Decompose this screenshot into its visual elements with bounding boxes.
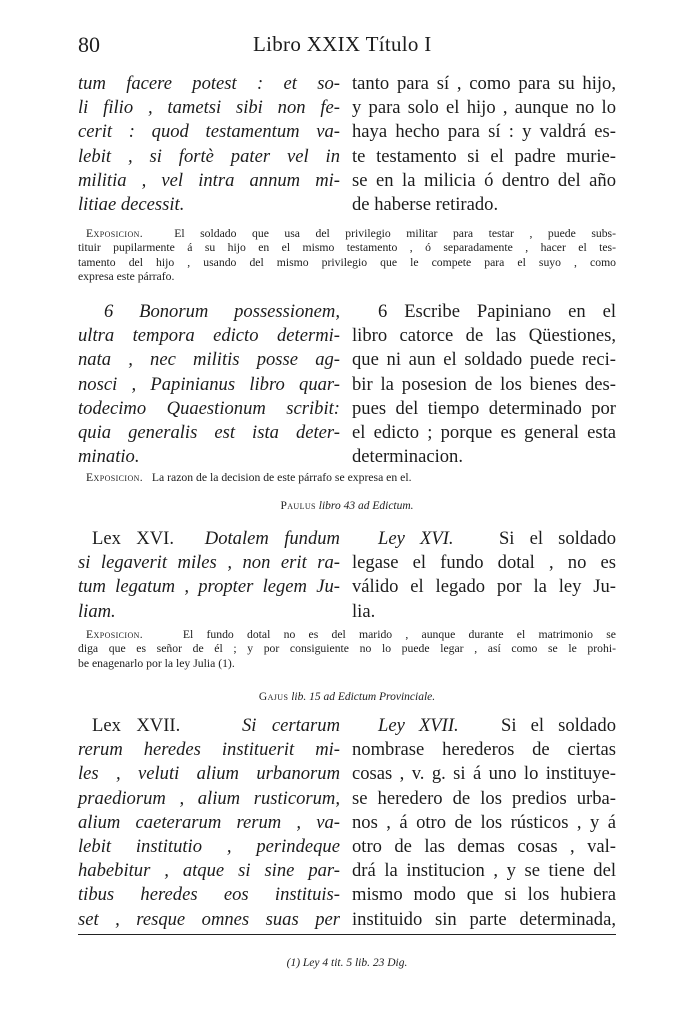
spanish-line: bir la posesion de los bienes des-	[352, 373, 616, 395]
spanish-line: el edicto ; porque es general esta	[352, 421, 616, 443]
latin-line: tum legatum , propter legem Ju-	[78, 576, 340, 598]
latin-line: tum facere potest : et so-	[78, 73, 340, 94]
latin-line: nosci , Papinianus libro quar-	[78, 373, 340, 395]
latin-line: militia , vel intra annum mi-	[78, 169, 340, 191]
spanish-line: válido el legado por la ley Ju-	[352, 576, 616, 598]
exposicion-3	[78, 628, 616, 671]
page-number: 80	[78, 32, 100, 57]
latin-line: minatio.	[78, 446, 140, 468]
spanish-line: se heredero de los predios urba-	[352, 787, 616, 809]
latin-line: tibus heredes eos instituis-	[78, 884, 340, 906]
spanish-line: tanto para sí , como para su hijo,	[352, 73, 616, 94]
latin-line: 6 Bonorum possessionem,	[104, 301, 340, 322]
spanish-line: haya hecho para sí : y valdrá es-	[352, 121, 616, 143]
exposicion-label: Exposicion.	[86, 227, 144, 240]
latin-column	[78, 72, 340, 217]
latin-line: cerit : quod testamentum va-	[78, 121, 340, 143]
source-author: Gajus	[258, 691, 289, 703]
spanish-line: Si el soldado	[498, 528, 616, 549]
spanish-column	[352, 300, 616, 469]
spanish-line: otro de las demas cosas , val-	[352, 835, 616, 857]
latin-line: Dotalem fundum	[204, 528, 340, 549]
latin-column	[78, 300, 340, 469]
source-citation-2	[78, 691, 616, 703]
latin-line: praediorum , alium rusticorum,	[78, 787, 340, 809]
spanish-line: cosas , v. g. si á uno lo instituye-	[352, 763, 616, 785]
latin-line: lebit , si fortè pater vel in	[78, 145, 340, 167]
spanish-line: legase el fundo dotal , no es	[352, 552, 616, 574]
exposicion-label: Exposicion.	[86, 628, 144, 641]
source-citation-1	[78, 500, 616, 512]
footnote-text: (1) Ley 4 tit. 5 lib. 23 Dig.	[286, 957, 408, 969]
latin-column	[78, 527, 340, 624]
spanish-line: nombrase herederos de ciertas	[352, 739, 616, 761]
footnote	[78, 957, 616, 969]
source-author: Paulus	[280, 500, 316, 512]
latin-line: habebitur , atque si sine par-	[78, 860, 340, 882]
spanish-line: lia.	[352, 600, 376, 622]
spanish-column	[352, 714, 616, 932]
latin-line: li filio , tametsi sibi non fe-	[78, 97, 340, 119]
spanish-line: que ni aun el soldado puede reci-	[352, 349, 616, 371]
spanish-line: Si el soldado	[501, 715, 616, 736]
exposicion-text: La razon de la decision de este párrafo se expresa en el.	[151, 471, 412, 484]
spanish-line: te testamento si el padre murie-	[352, 145, 616, 167]
spanish-line: y para solo el hijo , aunque no lo	[352, 97, 616, 119]
exposicion-line: diga que es señor de él ; y por consiguiente no lo puede legar , así como se le prohi-	[78, 642, 616, 656]
footnote-rule	[78, 934, 616, 935]
law-heading-latin: Lex XVII.	[92, 715, 181, 736]
latin-line: rerum heredes instituerit mi-	[78, 739, 340, 761]
exposicion-1	[78, 227, 616, 285]
latin-column	[78, 714, 340, 932]
spanish-line: drá la institucion , y se tiene del	[352, 860, 616, 882]
latin-line: alium caeterarum rerum , va-	[78, 811, 340, 833]
exposicion-2	[78, 471, 616, 485]
spanish-line: pues del tiempo determinado por	[352, 397, 616, 419]
latin-line: Si certarum	[241, 715, 341, 736]
running-header	[78, 32, 616, 62]
source-reference: lib. 15 ad Edictum Provinciale.	[291, 691, 436, 703]
spanish-column	[352, 527, 616, 624]
spanish-line: se en la milicia ó dentro del año	[352, 169, 616, 191]
latin-line: nata , nec militis posse ag-	[78, 349, 340, 371]
latin-line: les , veluti alium urbanorum	[78, 763, 340, 785]
spanish-line: instituido sin parte determinada,	[352, 908, 616, 930]
spanish-line: nos , á otro de los rústicos , y á	[352, 811, 616, 833]
exposicion-line: El soldado que usa del privilegio militar para testar , puede subs-	[174, 227, 616, 240]
law-heading-spanish: Ley XVI.	[378, 528, 454, 549]
exposicion-line: El fundo dotal no es del marido , aunque durante el matrimonio se	[182, 628, 616, 641]
latin-line: liam.	[78, 600, 116, 622]
spanish-line: 6 Escribe Papiniano en el	[378, 301, 616, 322]
exposicion-line: tituir pupilarmente á su hijo en el mismo testamento , ó separadamente , hacer el tes-	[78, 241, 616, 255]
spanish-line: mismo modo que si los hubiera	[352, 884, 616, 906]
book-page	[78, 0, 616, 1024]
exposicion-line: be enagenarlo por la ley Julia (1).	[78, 656, 235, 670]
law-heading-spanish: Ley XVII.	[378, 715, 459, 736]
latin-line: quia generalis est ista deter-	[78, 421, 340, 443]
latin-line: ultra tempora edicto determi-	[78, 325, 340, 347]
exposicion-line: expresa este párrafo.	[78, 270, 175, 284]
running-title: Libro XXIX Título I	[253, 32, 432, 56]
exposicion-label: Exposicion.	[86, 471, 144, 484]
exposicion-line: tamento del hijo , usando del mismo privilegio que le compete para el suyo , como	[78, 255, 616, 269]
spanish-line: libro catorce de las Qüestiones,	[352, 325, 616, 347]
latin-line: litiae decessit.	[78, 193, 185, 215]
latin-line: todecimo Quaestionum scribit:	[78, 397, 340, 419]
spanish-line: de haberse retirado.	[352, 193, 499, 215]
latin-line: lebit institutio , perindeque	[78, 835, 340, 857]
law-heading-latin: Lex XVI.	[92, 528, 174, 549]
latin-line: set , resque omnes suas per	[78, 908, 340, 930]
spanish-column	[352, 72, 616, 217]
source-reference: libro 43 ad Edictum.	[318, 500, 414, 512]
latin-line: si legaverit miles , non erit ra-	[78, 552, 340, 574]
spanish-line: determinacion.	[352, 446, 463, 468]
